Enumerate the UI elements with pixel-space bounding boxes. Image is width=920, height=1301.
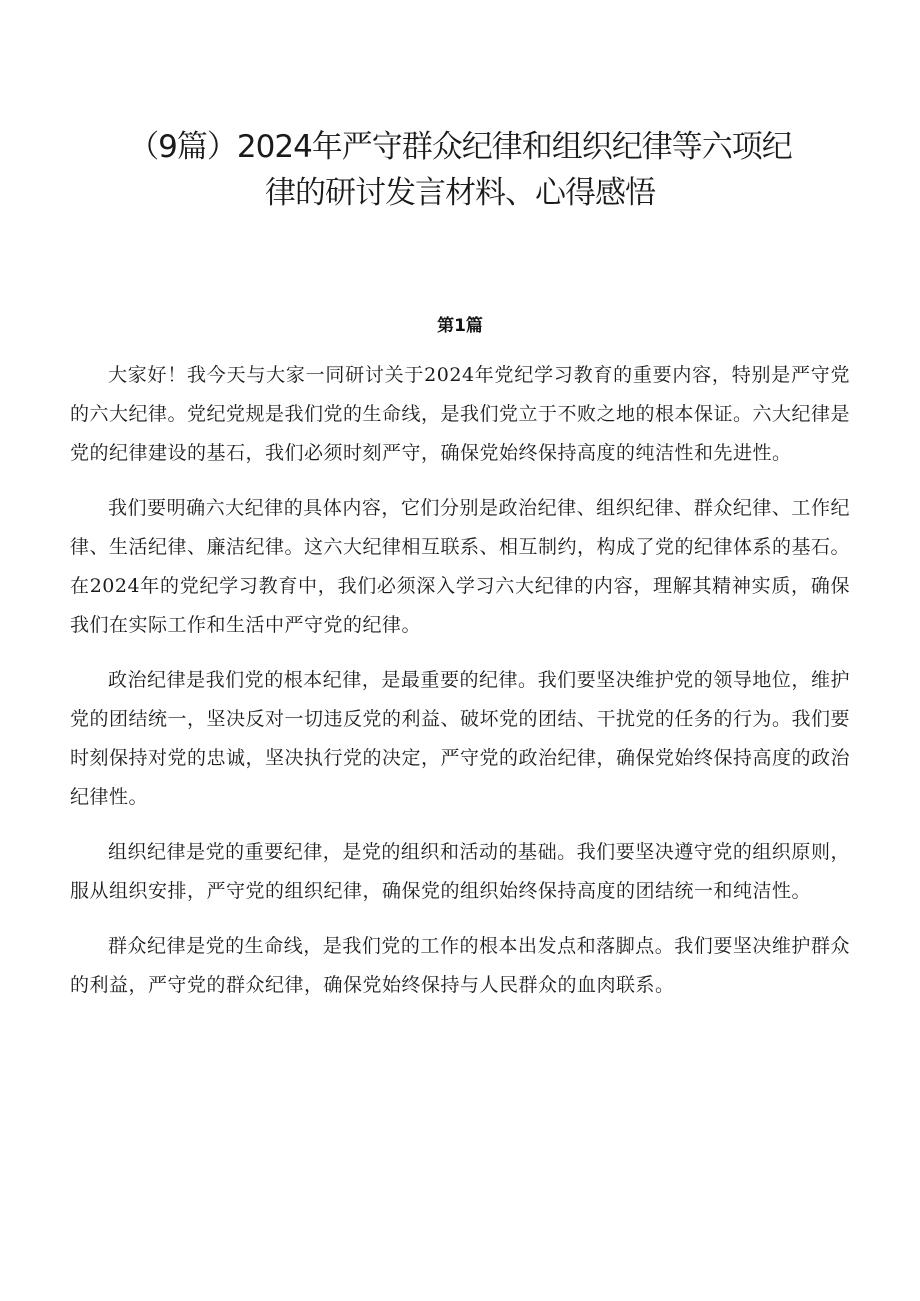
paragraph-5: 群众纪律是党的生命线，是我们党的工作的根本出发点和落脚点。我们要坚决维护群众的利益，严守党的群众纪律，确保党始终保持与人民群众的血肉联系。 bbox=[70, 935, 850, 996]
section-heading: 第1篇 bbox=[437, 316, 483, 336]
paragraph-2: 我们要明确六大纪律的具体内容，它们分别是政治纪律、组织纪律、群众纪律、工作纪律、生活纪律、廉洁纪律。这六大纪律相互联系、相互制约，构成了党的纪律体系的基石。在2024年的党纪学习教育中，我们必须深入学习六大纪律的内容，理解其精神实质，确保我们在实际工作和生活中严守党的纪律。 bbox=[70, 497, 851, 636]
document-body bbox=[70, 356, 850, 1005]
paragraph-1: 大家好！我今天与大家一同研讨关于2024年党纪学习教育的重要内容，特别是严守党的六大纪律。党纪党规是我们党的生命线，是我们党立于不败之地的根本保证。六大纪律是党的纪律建设的基石，我们必须时刻严守，确保党始终保持高度的纯洁性和先进性。 bbox=[70, 364, 851, 464]
document-title-line-1: （9篇）2024年严守群众纪律和组织纪律等六项纪 bbox=[128, 129, 792, 165]
paragraph-3: 政治纪律是我们党的根本纪律，是最重要的纪律。我们要坚决维护党的领导地位，维护党的团结统一，坚决反对一切违反党的利益、破坏党的团结、干扰党的任务的行为。我们要时刻保持对党的忠诚，坚决执行党的决定，严守党的政治纪律，确保党始终保持高度的政治纪律性。 bbox=[70, 669, 851, 808]
paragraph-4: 组织纪律是党的重要纪律，是党的组织和活动的基础。我们要坚决遵守党的组织原则，服从组织安排，严守党的组织纪律，确保党的组织始终保持高度的团结统一和纯洁性。 bbox=[70, 841, 850, 902]
document-title bbox=[70, 124, 850, 216]
document-title-line-2: 律的研讨发言材料、心得感悟 bbox=[265, 175, 655, 211]
